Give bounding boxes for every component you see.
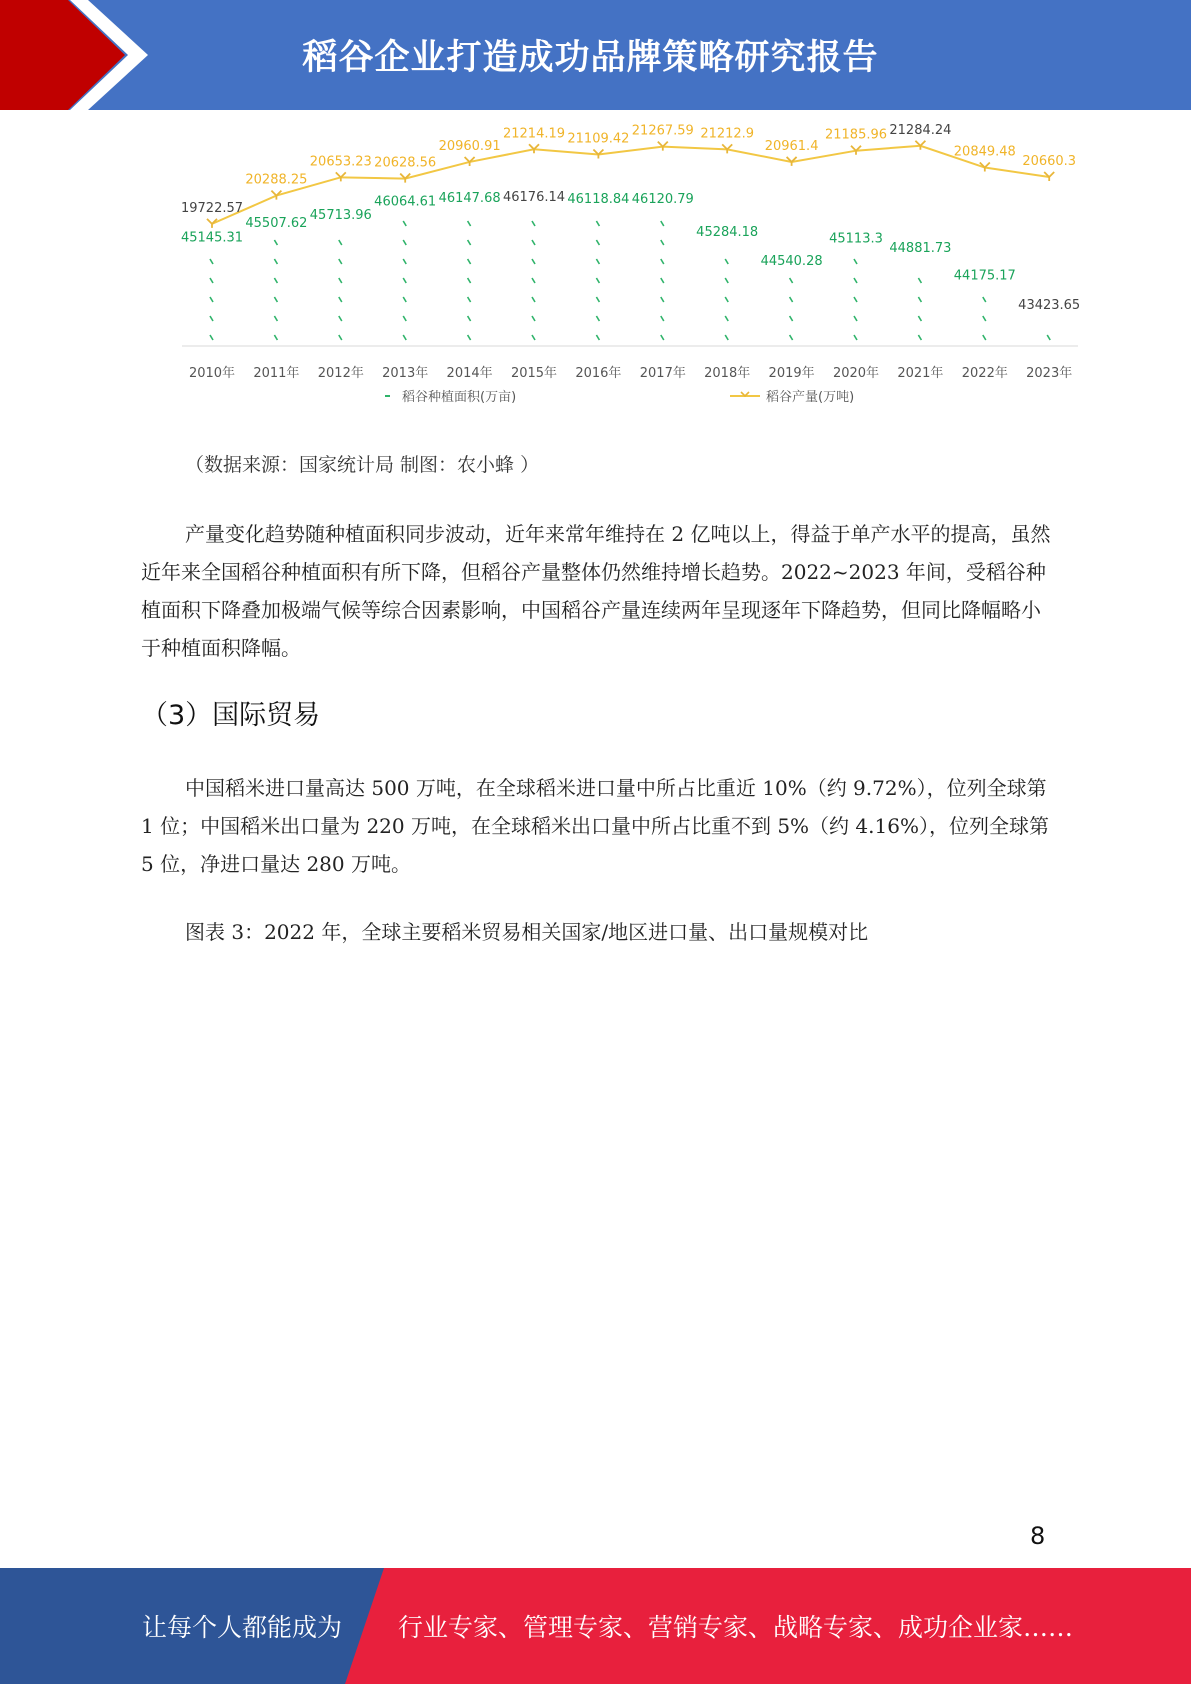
area-mark (854, 316, 857, 321)
production-label-8: 21267.59 (631, 123, 694, 139)
x-tick-label-11: 2020年 (832, 366, 880, 381)
area-label-1: 45145.31 (180, 230, 244, 246)
x-tick-label-13: 2022年 (961, 366, 1008, 381)
area-mark (274, 259, 277, 264)
x-tick-label-6: 2015年 (510, 366, 558, 381)
production-label-11: 21185.96 (824, 127, 888, 143)
area-mark (403, 221, 406, 226)
area-mark (274, 316, 277, 321)
area-mark (403, 240, 406, 245)
area-mark (596, 259, 599, 264)
area-mark (532, 278, 535, 283)
area-mark (468, 297, 471, 302)
area-mark (596, 316, 599, 321)
area-column-2 (274, 240, 277, 340)
area-mark (661, 240, 664, 245)
production-label-4: 20628.56 (374, 155, 437, 171)
area-mark (339, 316, 342, 321)
area-mark (661, 297, 664, 302)
footer-slogan-left: 让每个人都能成为 (142, 1613, 343, 1642)
rice-area-production-chart (170, 118, 1090, 418)
area-label-4: 46064.61 (374, 194, 437, 210)
area-mark (596, 297, 599, 302)
production-label-10: 20961.4 (764, 138, 819, 154)
area-column-8 (661, 221, 664, 340)
area-mark (983, 316, 986, 321)
area-mark (596, 335, 599, 340)
area-mark (403, 335, 406, 340)
production-label-9: 21212.9 (700, 126, 755, 142)
report-title: 稻谷企业打造成功品牌策略研究报告 (302, 38, 879, 78)
area-mark (790, 278, 793, 283)
area-mark (918, 316, 921, 321)
area-label-9: 45284.18 (696, 224, 759, 240)
area-mark (854, 297, 857, 302)
area-mark (468, 316, 471, 321)
area-mark (468, 221, 471, 226)
area-label-8: 46120.79 (631, 192, 694, 208)
area-mark (661, 278, 664, 283)
area-mark (854, 259, 857, 264)
production-label-5: 20960.91 (438, 138, 501, 154)
paragraph-production-trend: 产量变化趋势随种植面积同步波动，近年来常年维持在 2 亿吨以上，得益于单产水平的提高，虽然近年来全国稻谷种植面积有所下降，但稻谷产量整体仍然维持增长趋势。2022~2023 年间，受稻谷种植面积下降叠加极端气候等综合因素影响，中国稻谷产量连续两年呈现逐年下降趋势，但同比降幅略小于种植面积降幅。 (141, 522, 1051, 660)
production-label-3: 20653.23 (309, 154, 372, 170)
area-label-14: 43423.65 (1018, 298, 1081, 314)
area-mark (468, 240, 471, 245)
area-mark (403, 278, 406, 283)
area-mark (790, 316, 793, 321)
area-mark (210, 335, 213, 340)
area-column-12 (918, 278, 921, 340)
area-mark (725, 259, 728, 264)
area-mark (403, 297, 406, 302)
x-tick-label-9: 2018年 (704, 366, 751, 381)
area-mark (532, 316, 535, 321)
legend-production-label: 稻谷产量(万吨) (766, 390, 855, 405)
area-mark (661, 335, 664, 340)
production-label-13: 20849.48 (953, 144, 1016, 160)
area-column-14 (1047, 335, 1050, 340)
x-tick-label-1: 2010年 (188, 366, 236, 381)
production-label-1: 19722.57 (180, 200, 244, 216)
area-mark (790, 335, 793, 340)
x-tick-label-14: 2023年 (1026, 366, 1073, 381)
area-mark (983, 297, 986, 302)
area-label-5: 46147.68 (438, 190, 501, 206)
x-tick-label-8: 2017年 (639, 366, 686, 381)
area-mark (210, 278, 213, 283)
x-tick-label-5: 2014年 (446, 366, 493, 381)
area-label-7: 46118.84 (567, 192, 630, 208)
area-mark (274, 240, 277, 245)
figure-caption: 图表 3：2022 年，全球主要稻米贸易相关国家/地区进口量、出口量规模对比 (185, 920, 869, 944)
area-column-3 (339, 240, 342, 340)
area-mark (918, 278, 921, 283)
area-column-11 (854, 259, 857, 340)
area-mark (596, 240, 599, 245)
area-mark (725, 335, 728, 340)
area-mark (596, 278, 599, 283)
x-tick-label-7: 2016年 (575, 366, 622, 381)
area-mark (468, 278, 471, 283)
area-mark (210, 316, 213, 321)
x-tick-label-2: 2011年 (253, 366, 300, 381)
x-tick-label-3: 2012年 (317, 366, 364, 381)
production-label-2: 20288.25 (245, 172, 308, 188)
area-mark (661, 316, 664, 321)
area-mark (790, 297, 793, 302)
area-mark (854, 278, 857, 283)
chart-svg (170, 118, 1090, 418)
area-column-7 (596, 221, 599, 340)
legend-area-label: 稻谷种植面积(万亩) (402, 390, 517, 405)
area-mark (918, 297, 921, 302)
page-header (0, 0, 1191, 110)
area-mark (532, 297, 535, 302)
area-mark (596, 221, 599, 226)
area-column-6 (532, 221, 535, 340)
chart-source-note: （数据来源：国家统计局 制图：农小蜂 ） (185, 454, 540, 476)
area-column-9 (725, 259, 728, 340)
area-label-2: 45507.62 (245, 216, 308, 232)
area-mark (274, 278, 277, 283)
area-mark (661, 259, 664, 264)
area-mark (468, 259, 471, 264)
x-tick-label-10: 2019年 (768, 366, 815, 381)
production-label-14: 20660.3 (1022, 153, 1077, 169)
area-mark (532, 221, 535, 226)
page-footer (0, 1568, 1191, 1684)
production-label-7: 21109.42 (567, 131, 630, 147)
area-column-1 (210, 259, 213, 340)
x-tick-label-4: 2013年 (382, 366, 429, 381)
area-column-10 (790, 278, 793, 340)
area-column-13 (983, 297, 986, 340)
area-column-5 (468, 221, 471, 340)
area-mark (918, 335, 921, 340)
x-tick-label-12: 2021年 (897, 366, 944, 381)
footer-slogan-right: 行业专家、管理专家、营销专家、战略专家、成功企业家…… (398, 1613, 1074, 1642)
production-label-6: 21214.19 (502, 126, 566, 142)
area-mark (339, 335, 342, 340)
header-chevron-decoration (0, 0, 160, 110)
area-mark (983, 335, 986, 340)
area-mark (339, 259, 342, 264)
area-mark (532, 335, 535, 340)
area-mark (210, 297, 213, 302)
area-mark (210, 259, 213, 264)
area-mark (403, 259, 406, 264)
section-heading-international-trade: （3）国际贸易 (141, 700, 321, 731)
area-label-13: 44175.17 (953, 268, 1016, 284)
page-number: 8 (1030, 1522, 1046, 1550)
area-label-12: 44881.73 (889, 240, 952, 256)
area-label-10: 44540.28 (760, 254, 823, 270)
area-mark (661, 221, 664, 226)
area-mark (339, 240, 342, 245)
area-mark (725, 297, 728, 302)
area-mark (468, 335, 471, 340)
paragraph-trade: 中国稻米进口量高达 500 万吨，在全球稻米进口量中所占比重近 10%（约 9.72%），位列全球第 1 位；中国稻米出口量为 220 万吨，在全球稻米出口量中所占比重不到 5%（约 4.16%），位列全球第 5 位，净进口量达 280 万吨。 (141, 776, 1049, 876)
area-label-6: 46176.14 (502, 189, 566, 205)
area-mark (339, 278, 342, 283)
area-mark (274, 335, 277, 340)
area-column-4 (403, 221, 406, 340)
area-mark (274, 297, 277, 302)
area-mark (532, 259, 535, 264)
area-mark (854, 335, 857, 340)
area-mark (339, 297, 342, 302)
area-mark (725, 278, 728, 283)
area-mark (725, 316, 728, 321)
area-label-3: 45713.96 (309, 208, 372, 224)
area-mark (1047, 335, 1050, 340)
area-mark (532, 240, 535, 245)
area-mark (403, 316, 406, 321)
production-label-12: 21284.24 (889, 122, 952, 138)
area-label-11: 45113.3 (829, 231, 883, 247)
